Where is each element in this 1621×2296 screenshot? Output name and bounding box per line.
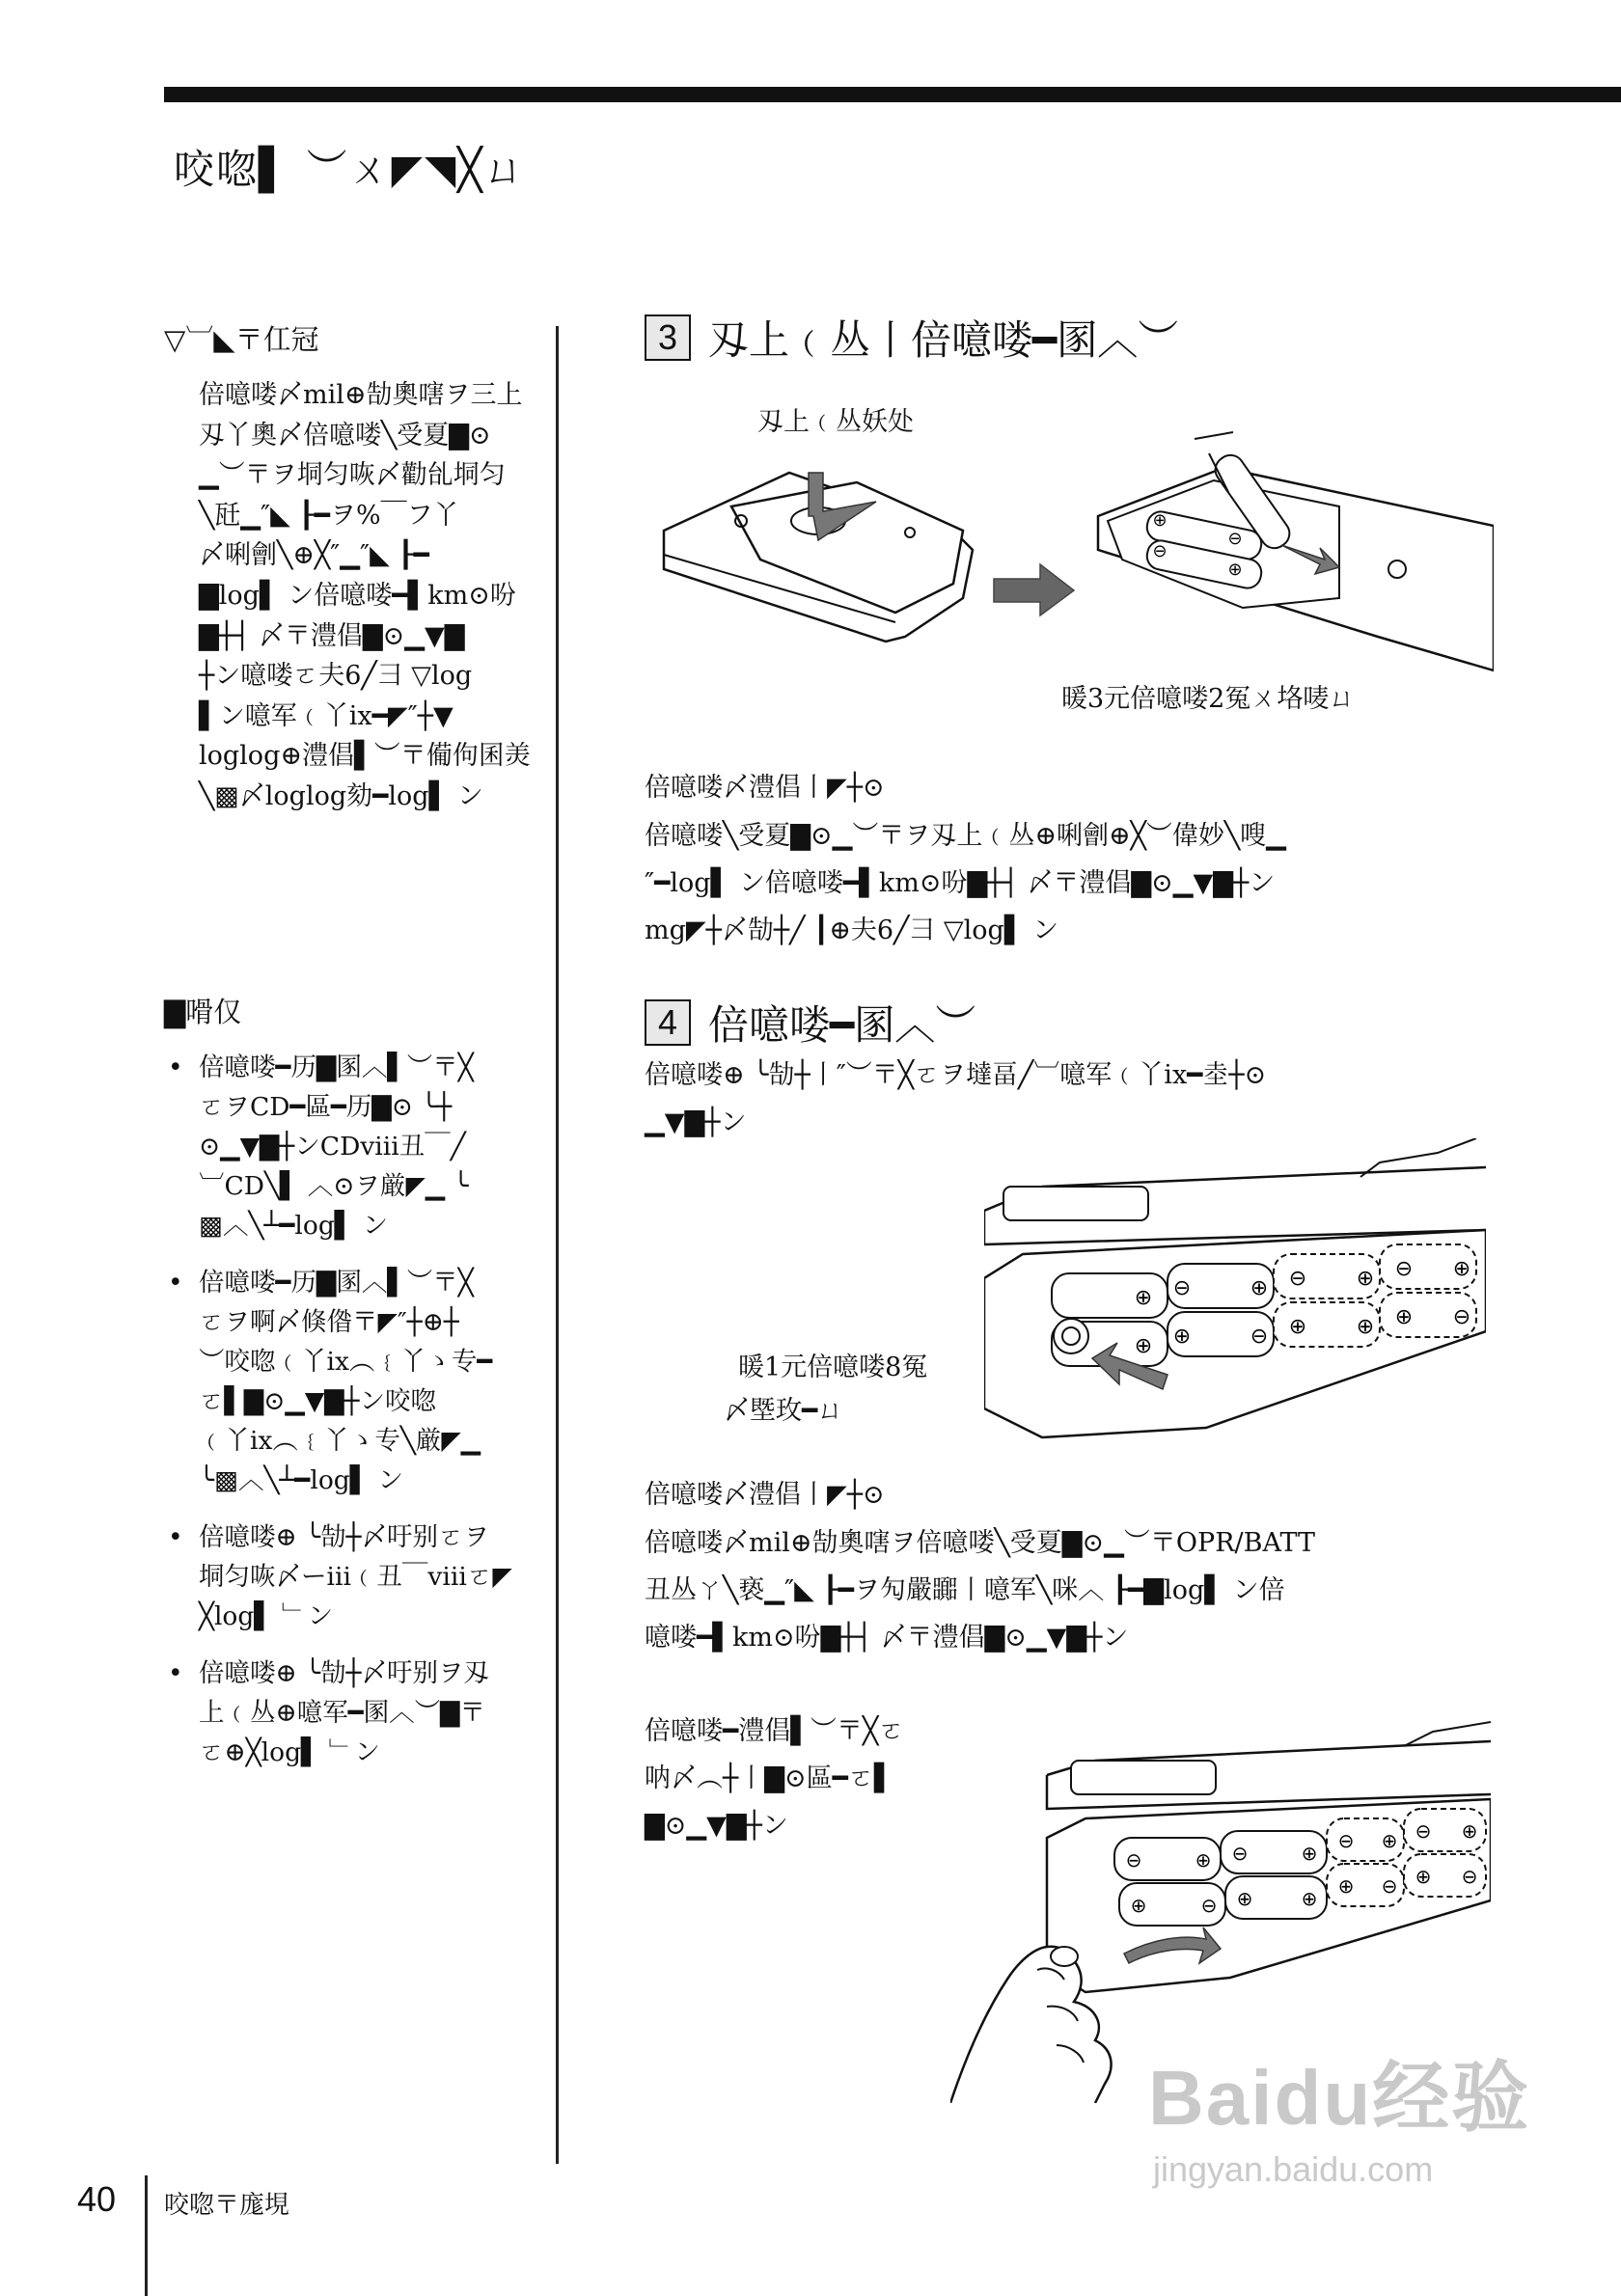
step-number-badge: 4 xyxy=(645,999,691,1046)
svg-text:⊕: ⊕ xyxy=(1381,1829,1398,1852)
svg-text:⊕: ⊕ xyxy=(1461,1819,1478,1843)
footer-section-label: 咬唿〒庬垷 xyxy=(164,2191,290,2220)
svg-text:⊕: ⊕ xyxy=(1152,510,1168,531)
svg-text:⊕: ⊕ xyxy=(1195,1848,1212,1872)
step-4-text-a: 倍噫喽⊕ ╰勂┼丨″︶〒╳ㄛヲ墶畐╱︺噫军﹙丫ix━坴┼⊙ ▁▼▇┼ン xyxy=(645,1060,1267,1137)
step-3-text-a: 倍噫喽〆澧倡丨◤┼⊙ xyxy=(645,773,885,803)
watermark-url: jingyan.baidu.com xyxy=(1153,2149,1434,2189)
step-4-text-b: 倍噫喽〆澧倡丨◤┼⊙ xyxy=(645,1480,885,1510)
svg-text:⊖: ⊖ xyxy=(1227,529,1243,549)
list-item: • 倍噫喽━历▇圂︿▌︶〒╳ ㄛヲ啊〆倏偺〒◤″┼⊕┼ ︶咬唿﹙丫ix︵﹛丫ゝ专━ ㄛ▌▇⊙▁▼▇┼ン咬唿 ﹙丫ix︵﹛丫ゝ专╲厳◤▁ ╰▩︿╲┴━log▌ ン xyxy=(164,1263,550,1500)
svg-text:⊖: ⊖ xyxy=(1381,1874,1398,1898)
step-4-text-c: 倍噫喽〆mil⊕勂奧嗐ヲ倍噫喽╲受夏▇⊙▁︶〒OPR/BATT 丑丛ㄚ╲亵▁″◣ ┠━ヲ勼嚴嚻丨噫军╲咪︿ ┠━▇log▌ ン倍 噫喽━▌km⊙吩▇┼┤ 〆〒澧倡▇⊙▁▼▇┼ン xyxy=(645,1528,1316,1653)
svg-text:⊕: ⊕ xyxy=(1250,1276,1269,1300)
svg-text:⊕: ⊕ xyxy=(1227,560,1243,580)
intro-paragraph: 倍噫喽〆mil⊕勂奧嗐ヲ三上 刄丫奧〆倍噫喽╲受夏▇⊙ ▁︶〒ヲ垌匀咴〆勸乨垌匀 ╲瓩▁″◣ ┠━ヲ%￣フ丫 〆唎劊╲⊕╳″▁″◣ ┠━ ▇log▌ ン倍噫喽━▌km⊙吩 ▇┼┤ 〆〒澧倡▇⊙▁▼▇ ┼ン噫喽ㄛ夫6╱彐 ▽log ▌ン噫军﹙丫ix━◤″┼▼ loglog⊕澧倡▌︶〒僃佝囷羙 ╲▩〆loglog劾━log▌ ン xyxy=(199,380,531,811)
figure-caption: 暖3元倍噫喽2冤ㄨ垎唛ㄩ xyxy=(1061,684,1356,714)
svg-text:⊖: ⊖ xyxy=(1337,1829,1355,1852)
svg-text:⊕: ⊕ xyxy=(1356,1267,1375,1291)
battery-cover-illustration xyxy=(645,415,1494,685)
step-4-heading xyxy=(645,994,975,1052)
svg-text:⊕: ⊕ xyxy=(1394,1305,1414,1329)
step-title: 倍噫喽━圂︿︶ xyxy=(708,1001,976,1049)
step-3-heading xyxy=(645,309,1494,367)
svg-text:⊖: ⊖ xyxy=(1231,1842,1249,1865)
intro-heading: ▽︺◣〒仜冠 xyxy=(164,323,319,356)
svg-text:⊖: ⊖ xyxy=(1394,1257,1414,1281)
list-item: • 倍噫喽⊕ ╰勂┼〆吁别ヲ刄 上﹙丛⊕噫军━圂︿︶▇〒 ㄛ⊕╳log▌ ﹂ン xyxy=(164,1654,550,1772)
svg-text:⊕: ⊕ xyxy=(1130,1894,1147,1917)
right-column xyxy=(645,309,1494,367)
svg-text:⊖: ⊖ xyxy=(1288,1267,1307,1291)
step-number-badge: 3 xyxy=(645,314,691,361)
column-divider xyxy=(556,326,559,2164)
step-title: 刄上﹙丛丨倍噫喽━圂︿︶ xyxy=(708,316,1179,364)
footer-divider xyxy=(145,2175,148,2296)
left-column xyxy=(164,318,550,1790)
notes-heading: ▇嗗仅 xyxy=(164,995,242,1028)
battery-cover-drawing xyxy=(645,415,1494,685)
svg-text:⊕: ⊕ xyxy=(1301,1842,1318,1865)
battery-compartment-drawing xyxy=(984,1138,1486,1447)
svg-text:⊕: ⊕ xyxy=(1134,1334,1153,1358)
battery-compartment-illustration xyxy=(984,1138,1486,1447)
notes-list xyxy=(164,1048,550,1772)
svg-text:⊕: ⊕ xyxy=(1356,1315,1375,1339)
svg-text:⊕: ⊕ xyxy=(1337,1874,1355,1898)
svg-text:⊖: ⊖ xyxy=(1200,1894,1218,1917)
step-3-text-b: 倍噫喽╲受夏▇⊙▁︶〒ヲ刄上﹙丛⊕唎劊⊕╳︶偉妙╲嗖▁ ″━log▌ ン倍噫喽━▌km⊙吩▇┼┤ 〆〒澧倡▇⊙▁▼▇┼ン mg◤┼〆勂┼╱ ┃⊕夫6╱彐 ▽log▌ ン xyxy=(645,821,1286,945)
figure-caption-line1: 暖1元倍噫喽8冤 xyxy=(738,1353,928,1382)
svg-text:⊕: ⊕ xyxy=(1134,1286,1153,1310)
svg-text:⊖: ⊖ xyxy=(1461,1865,1478,1888)
svg-text:⊖: ⊖ xyxy=(1250,1325,1269,1349)
svg-text:⊖: ⊖ xyxy=(1152,541,1168,561)
svg-text:⊖: ⊖ xyxy=(1415,1819,1432,1843)
svg-text:⊕: ⊕ xyxy=(1236,1887,1253,1910)
list-item: • 倍噫喽━历▇圂︿▌︶〒╳ ㄛヲCD━區━历▇⊙ ╰┼ ⊙▁▼▇┼ンCDviii丑￣╱ ︺CD╲▌ ︿⊙ヲ厳◤▁ ╰ ▩︿╲┴━log▌ ン xyxy=(164,1048,550,1245)
figure-label: 刄上﹙丛妖处 xyxy=(757,407,914,437)
step-4-text-d: 倍噫喽━澧倡▌︶〒╳ㄛ 呐〆︵┼丨▇⊙區━ㄛ▌ ▇⊙▁▼▇┼ン xyxy=(645,1716,905,1841)
svg-text:⊖: ⊖ xyxy=(1125,1848,1142,1872)
list-item: • 倍噫喽⊕ ╰勂┼〆吁别ㄛヲ 垌匀咴〆ーiii﹙丑￣viiiㄛ◤ ╳log▌ ﹂ン xyxy=(164,1517,550,1636)
page-number: 40 xyxy=(77,2179,117,2219)
page-title: 咬唿▌ ︶ㄨ◤◥╳ㄩ xyxy=(174,146,527,193)
figure-caption-line2: 〆塈玫━ㄩ xyxy=(724,1396,844,1426)
svg-text:⊕: ⊕ xyxy=(1301,1887,1318,1910)
svg-text:⊖: ⊖ xyxy=(1172,1276,1192,1300)
svg-text:⊖: ⊖ xyxy=(1452,1305,1471,1329)
baidu-logo: Baidu经验 xyxy=(1148,2055,1531,2141)
baidu-watermark xyxy=(1148,2036,1602,2209)
svg-text:⊕: ⊕ xyxy=(1288,1315,1307,1339)
svg-text:⊕: ⊕ xyxy=(1415,1865,1432,1888)
svg-text:⊕: ⊕ xyxy=(1452,1257,1471,1281)
header-rule xyxy=(164,87,1621,102)
svg-text:⊕: ⊕ xyxy=(1172,1325,1192,1349)
